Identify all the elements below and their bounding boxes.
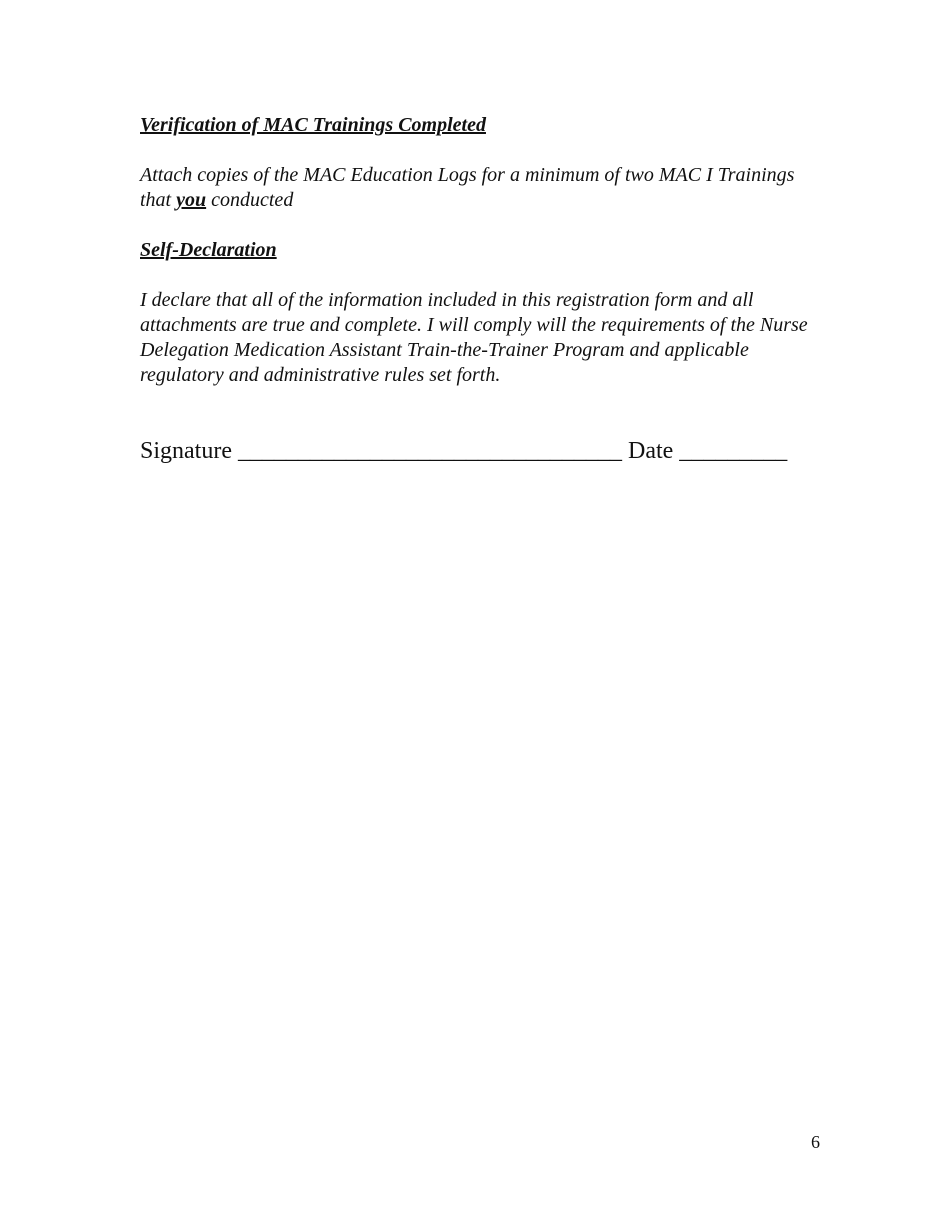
verification-instructions	[140, 163, 820, 213]
signature-label: Signature	[140, 438, 232, 464]
date-field[interactable]: _________	[679, 438, 788, 464]
signature-field[interactable]: ________________________________	[237, 438, 622, 464]
verification-text-before: Attach copies of the MAC Education Logs for a minimum of two MAC I Trainings that	[140, 164, 795, 211]
signature-date-row	[140, 436, 820, 466]
spacer	[140, 263, 820, 288]
self-declaration-statement: I declare that all of the information included in this registration form and all attachments are true and complete. I will comply will the requirements of the Nurse Delegation Medication Assistant Train-the-Trainer Program and applicable regulatory and administrative rules set forth.	[140, 289, 808, 386]
date-label: Date	[627, 438, 674, 464]
verification-text-emphasis: you	[176, 189, 207, 211]
self-declaration-heading: Self-Declaration	[140, 239, 277, 261]
verification-heading: Verification of MAC Trainings Completed	[140, 114, 486, 136]
spacer	[140, 138, 820, 163]
page-number: 6	[811, 1132, 820, 1152]
form-content	[140, 113, 820, 388]
verification-text-after: conducted	[206, 189, 294, 211]
spacer	[140, 213, 820, 238]
